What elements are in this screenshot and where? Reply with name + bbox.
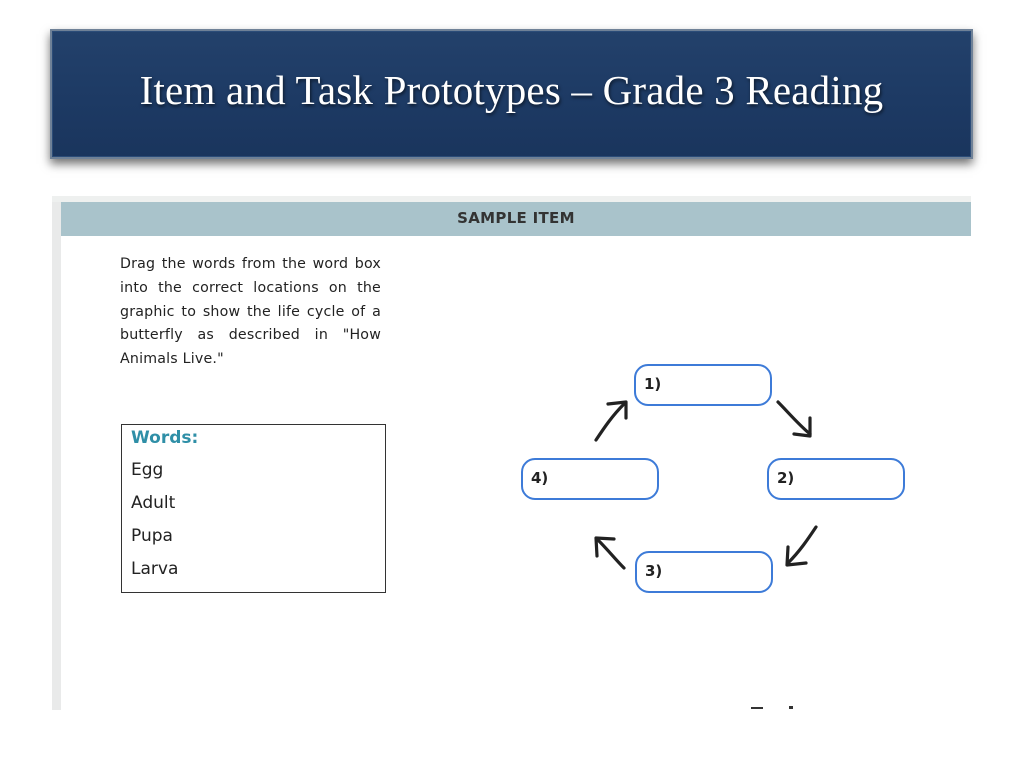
item-instructions: Drag the words from the word box into the correct locations on the graphic to show the life cycle of a butterfly as described in "How Animals Live." xyxy=(120,256,381,368)
panel-left-border xyxy=(52,196,61,710)
cropped-text-fragment xyxy=(749,704,809,710)
sample-item-panel xyxy=(52,196,971,710)
drop-target-4-label: 4) xyxy=(531,469,549,487)
word-item-adult[interactable]: Adult xyxy=(131,493,176,513)
drop-target-2[interactable] xyxy=(767,458,905,500)
sample-item-header xyxy=(61,202,971,236)
title-banner xyxy=(50,29,973,159)
word-item-larva[interactable]: Larva xyxy=(131,559,179,579)
slide-title: Item and Task Prototypes – Grade 3 Reading xyxy=(139,67,884,113)
drop-target-1-label: 1) xyxy=(644,375,662,393)
drop-target-2-label: 2) xyxy=(777,469,795,487)
drop-target-3[interactable] xyxy=(635,551,773,593)
drop-target-1[interactable] xyxy=(634,364,772,406)
drop-target-4[interactable] xyxy=(521,458,659,500)
arrow-up-right-icon xyxy=(590,398,634,446)
word-box-title: Words: xyxy=(131,428,199,448)
arrow-down-left-icon xyxy=(780,523,824,571)
word-item-pupa[interactable]: Pupa xyxy=(131,526,173,546)
drop-target-3-label: 3) xyxy=(645,562,663,580)
word-box xyxy=(121,424,386,593)
sample-item-header-label: SAMPLE ITEM xyxy=(457,209,575,227)
word-item-egg[interactable]: Egg xyxy=(131,460,164,480)
arrow-down-right-icon xyxy=(774,396,818,444)
arrow-up-left-icon xyxy=(590,532,634,576)
